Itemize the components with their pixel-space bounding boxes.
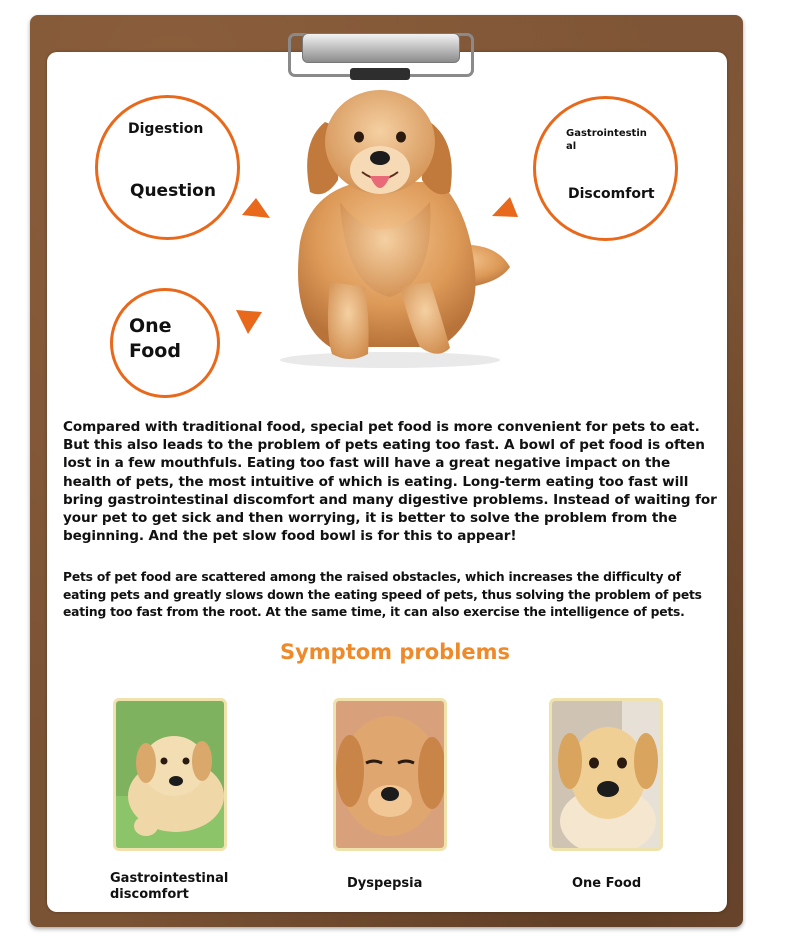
- circle-gastro-label-a: Gastrointestin: [566, 128, 647, 139]
- circle-gastro-discomfort: [533, 96, 678, 241]
- solution-paragraph: Pets of pet food are scattered among the raised obstacles, which increases the difficulty of eating pets and greatly slows down the eating speed of pets, thus solving the problem of pets eating too fast from the root. At the same time, it can also exercise the intelligence of pets.: [63, 570, 702, 619]
- intro-paragraph: Compared with traditional food, special pet food is more convenient for pets to eat. But this also leads to the problem of pets eating too fast. A bowl of pet food is often lost in a few mouthfuls. Eating too fast will have a great negative impact on the health of pets, the most intuitive of which is eating. Long-term eating too fast will bring gastrointestinal discomfort and many digestive problems. Instead of waiting for your pet to get sick and then worrying, it is better to solve the problem from the beginning. And the pet slow food bowl is for this to appear!: [63, 419, 717, 545]
- caption-line: Gastrointestinal: [110, 871, 229, 886]
- symptom-caption-gastrointestinal: [110, 871, 228, 903]
- caption-line: discomfort: [110, 887, 189, 902]
- circle-one-label: One: [129, 315, 172, 337]
- clipboard-clip-top: [302, 33, 460, 63]
- symptom-photo-dyspepsia: [333, 698, 447, 851]
- symptom-photo-gastrointestinal: [113, 698, 227, 851]
- symptom-caption-one-food: One Food: [572, 876, 642, 891]
- clipboard-clip-lever: [350, 68, 410, 80]
- golden-retriever-photo: [270, 82, 520, 372]
- circle-question-label: Question: [130, 181, 216, 201]
- circle-digestion-question: [95, 95, 240, 240]
- orange-arrow-icon: [240, 196, 272, 220]
- symptom-caption-dyspepsia: Dyspepsia: [347, 876, 423, 891]
- section-title: Symptom problems: [279, 640, 511, 664]
- circle-gastro-label-b: al: [566, 141, 577, 152]
- circle-discomfort-label: Discomfort: [568, 186, 655, 202]
- circle-food-label: Food: [129, 340, 181, 362]
- symptom-photo-one-food: [549, 698, 663, 851]
- circle-digestion-label: Digestion: [128, 121, 204, 137]
- orange-arrow-icon: [234, 308, 264, 336]
